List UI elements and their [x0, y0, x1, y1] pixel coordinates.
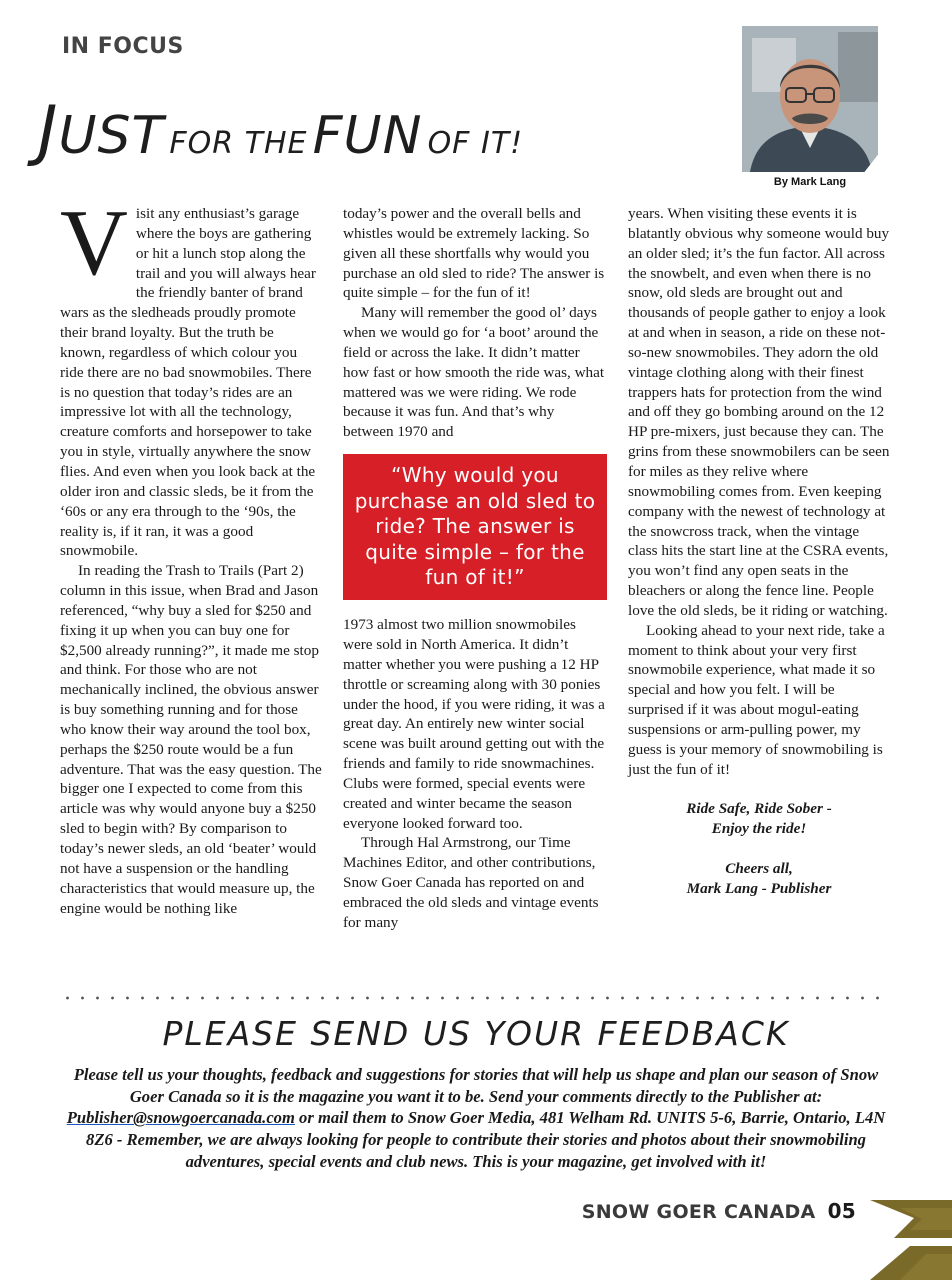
headline-fun: FUN [312, 106, 423, 166]
signoff-line: Ride Safe, Ride Sober - [686, 800, 832, 818]
article-paragraph: Through Hal Armstrong, our Time Machines Editor, and other contributions, Snow Goer Canada has reported on and embraced the old sleds and vintage events for many [343, 834, 599, 931]
page-footer [582, 1199, 856, 1223]
headline-of-it: OF IT! [427, 126, 524, 161]
signoff-line: Mark Lang - Publisher [686, 879, 832, 897]
article-paragraph: 1973 almost two million snowmobiles were sold in North America. It didn’t matter whether you were pushing a 12 HP throttle or screaming along with 30 ponies under the hood, if you were riding, it was a great day. An entirely new winter social scene was built around getting out with the friends and family to ride snowmachines. Clubs were formed, special events were created and winter became the season everyone looked forward too. [343, 616, 605, 832]
headline-for-the: FOR THE [169, 126, 308, 161]
article-paragraph: today’s power and the overall bells and whistles would be extremely lacking. So given all these shortfalls why would you purchase an old sled to ride? The answer is quite simple – for the fun of it! [343, 205, 605, 302]
article-column-1 [60, 191, 322, 918]
feedback-text: Please tell us your thoughts, feedback and suggestions for stories that will help us shape and plan our season of Snow Goer Canada so it is the magazine you want it to be. Send your comments directly to the Publisher at: [73, 1065, 879, 1106]
feedback-text: or mail them to Snow Goer Media, 481 Welham Rd. UNITS 5-6, Barrie, Ontario, L4N 8Z6 - Remember, we are always looking for people to contribute their stories and photos about their snowmobiling adventures, special events and club news. This is your magazine, get involved with it! [86, 1108, 886, 1171]
article-paragraph: In reading the Trash to Trails (Part 2) column in this issue, when Brad and Jason referenced, “why buy a sled for $250 and fixing it up when you can buy one for $2,500 already running?”, it made me stop and think. For those who are not mechanically inclined, the obvious answer is buy something running and for those who know their way around the tool box, perhaps the $250 route would be a fun adventure. That was the easy question. The bigger one I expected to come from this article was why would anyone buy a $250 sled to begin with? By comparison to today’s newer sleds, an old ‘beater’ would not have a suspension or the handling characteristics that would measure up, the engine would be nothing like [60, 562, 322, 917]
article-column-2 [343, 204, 605, 933]
headline-ust: UST [58, 106, 165, 166]
decorative-chevron-icon [870, 1246, 952, 1280]
article-paragraph: years. When visiting these events it is blatantly obvious why someone would buy an older sled; it’s the fun factor. All across the snowbelt, and even when there is no snow, old sleds are brought out and thousands of people gather to enjoy a look at and when in season, a ride on these not-so-new snowmobiles. They adorn the old vintage clothing along with their finest trappers hats for protection from the wind and off they go bombing around on the 12 HP pre-mixers, just because they can. The grins from these snowmobilers can be seen for miles as they relive where snowmobiling comes from. Even keeping company with the newest of technology at the snowcross track, when the vintage class hits the start line at the CSRA events, you won’t find any open seats in the bleachers or along the fence line. People love the old sleds, be it riding or watching. [628, 205, 890, 619]
author-photo [742, 26, 878, 172]
decorative-chevron-icon [870, 1198, 952, 1238]
headline-j: J [38, 92, 59, 169]
dotted-divider [60, 992, 890, 1004]
article-paragraph: isit any enthusiast’s garage where the boys are gathering or hit a lunch stop along the trail and you will always hear the friendly banter of brand wars as the sledheads proudly promote their brand loyalty. But the truth be known, regardless of which colour you ride there are no bad snowmobiles. There is no question that today’s rides are an impressive lot with all the technology, creature comforts and horsepower to take you in style, virtually anywhere the snow flies. And even when you look back at the older iron and classic sleds, be it from the ‘60s or any era through to the ‘90s, the reality is, if it ran, it was a good snowmobile. [60, 205, 316, 560]
section-label: IN FOCUS [62, 34, 184, 59]
article-column-3 [628, 204, 890, 899]
author-portrait-illustration [742, 26, 878, 172]
article-paragraph: Looking ahead to your next ride, take a moment to think about your very first snowmobile experience, what made it so special and how you felt. I will be surprised if it was about mogul-eating suspensions or arm-pulling power, my guess is your memory of snowmobiling is just the fun of it! [628, 621, 885, 778]
page-number: 05 [827, 1199, 856, 1223]
drop-cap: V [60, 191, 128, 295]
magazine-name: SNOW GOER CANADA [581, 1201, 816, 1223]
headline [38, 92, 738, 169]
signoff-line: Cheers all, [725, 859, 793, 877]
byline: By Mark Lang [773, 176, 847, 188]
signoff [628, 799, 890, 898]
feedback-body [58, 1064, 894, 1173]
feedback-title: PLEASE SEND US YOUR FEEDBACK [162, 1014, 790, 1053]
pull-quote: “Why would you purchase an old sled to ride? The answer is quite simple – for the fun of it!” [343, 454, 607, 600]
signoff-line: Enjoy the ride! [711, 820, 807, 838]
article-paragraph: Many will remember the good ol’ days when we would go for ‘a boot’ around the field or across the lake. It didn’t matter how fast or how smooth the ride was, what mattered was we were riding. We rode because it was fun. And that’s why between 1970 and [343, 304, 605, 441]
publisher-email-link[interactable]: Publisher@snowgoercanada.com [66, 1108, 295, 1128]
